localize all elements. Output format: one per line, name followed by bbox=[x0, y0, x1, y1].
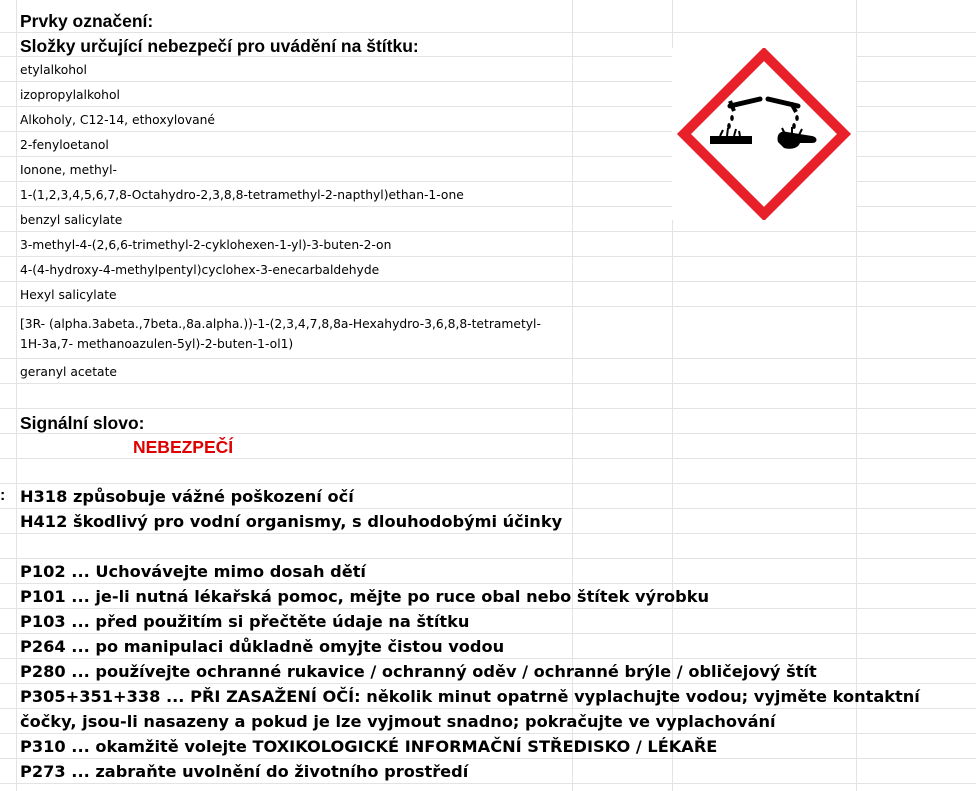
ingredient-text: 3-methyl-4-(2,6,6-trimethyl-2-cyklohexen-1-yl)-3-buten-2-on bbox=[20, 238, 392, 252]
ingredient-text: Ionone, methyl- bbox=[20, 163, 117, 177]
precautionary-statement: P101 ... je-li nutná lékařská pomoc, mějte po ruce obal nebo štítek výrobku bbox=[20, 587, 710, 606]
precaution-row[interactable] bbox=[0, 684, 976, 709]
cell-row[interactable] bbox=[0, 7, 976, 33]
precaution-row[interactable] bbox=[0, 659, 976, 684]
ingredient-text: benzyl salicylate bbox=[20, 213, 123, 227]
hazard-statement: H318 způsobuje vážné poškození očí bbox=[20, 487, 354, 506]
row-marker: : bbox=[0, 487, 6, 504]
ingredient-text: 4-(4-hydroxy-4-methylpentyl)cyclohex-3-enecarbaldehyde bbox=[20, 263, 380, 277]
ingredient-text: etylalkohol bbox=[20, 63, 87, 77]
ingredient-row[interactable] bbox=[0, 257, 976, 282]
ingredient-text: Hexyl salicylate bbox=[20, 288, 117, 302]
hazard-statement: H412 škodlivý pro vodní organismy, s dlouhodobými účinky bbox=[20, 512, 563, 531]
precautionary-statement: P264 ... po manipulaci důkladně omyjte čistou vodou bbox=[20, 637, 505, 656]
ghs-corrosion-pictogram bbox=[672, 48, 856, 220]
precaution-row[interactable] bbox=[0, 609, 976, 634]
signal-word: NEBEZPEČÍ bbox=[133, 437, 234, 457]
ingredient-row[interactable] bbox=[0, 307, 976, 359]
ingredient-text: [3R- (alpha.3abeta.,7beta.,8a.alpha.))-1-(2,3,4,7,8,8a-Hexahydro-3,6,8,8-tetrametyl- bbox=[20, 317, 541, 331]
precaution-row[interactable] bbox=[0, 634, 976, 659]
precautionary-statement: P305+351+338 ... PŘI ZASAŽENÍ OČÍ: několik minut opatrně vyplachujte vodou; vyjměte kontaktní bbox=[20, 687, 920, 706]
precaution-row[interactable] bbox=[0, 584, 976, 609]
ingredient-row[interactable] bbox=[0, 359, 976, 384]
precaution-row[interactable] bbox=[0, 734, 976, 759]
ingredient-text: geranyl acetate bbox=[20, 365, 117, 379]
precaution-row[interactable] bbox=[0, 709, 976, 734]
ingredient-text: izopropylalkohol bbox=[20, 88, 120, 102]
precaution-row[interactable] bbox=[0, 759, 976, 784]
empty-row[interactable] bbox=[0, 384, 976, 409]
ingredient-text: 1-(1,2,3,4,5,6,7,8-Octahydro-2,3,8,8-tetramethyl-2-napthyl)ethan-1-one bbox=[20, 188, 464, 202]
precautionary-statement: P103 ... před použitím si přečtěte údaje na štítku bbox=[20, 612, 470, 631]
signal-word-row[interactable] bbox=[0, 434, 976, 459]
section-title: Prvky označení: bbox=[20, 11, 154, 31]
hazard-row[interactable] bbox=[0, 484, 976, 509]
precautionary-statement: P273 ... zabraňte uvolnění do životního prostředí bbox=[20, 762, 469, 781]
empty-row[interactable] bbox=[0, 534, 976, 559]
signal-word-label: Signální slovo: bbox=[20, 413, 145, 433]
precautionary-statement: P310 ... okamžitě volejte TOXIKOLOGICKÉ INFORMAČNÍ STŘEDISKO / LÉKAŘE bbox=[20, 737, 718, 756]
precautionary-statement: P102 ... Uchovávejte mimo dosah dětí bbox=[20, 562, 366, 581]
empty-row[interactable] bbox=[0, 784, 976, 791]
precaution-row[interactable] bbox=[0, 559, 976, 584]
ingredient-text: Alkoholy, C12-14, ethoxylované bbox=[20, 113, 215, 127]
ingredient-row[interactable] bbox=[0, 232, 976, 257]
signal-label-row[interactable] bbox=[0, 409, 976, 434]
ingredient-row[interactable] bbox=[0, 282, 976, 307]
empty-row[interactable] bbox=[0, 459, 976, 484]
diamond-border bbox=[684, 54, 844, 214]
ingredient-text-continued: 1H-3a,7- methanoazulen-5yl)-2-buten-1-ol1) bbox=[20, 337, 294, 351]
precautionary-statement: P280 ... používejte ochranné rukavice / ochranný oděv / ochranné brýle / obličejový štít bbox=[20, 662, 817, 681]
corrosion-icon bbox=[672, 48, 856, 220]
precautionary-statement-continued: čočky, jsou-li nasazeny a pokud je lze vyjmout snadno; pokračujte ve vyplachování bbox=[20, 712, 776, 731]
components-heading: Složky určující nebezpečí pro uvádění na štítku: bbox=[20, 36, 419, 56]
hazard-row[interactable] bbox=[0, 509, 976, 534]
ingredient-text: 2-fenyloetanol bbox=[20, 138, 109, 152]
